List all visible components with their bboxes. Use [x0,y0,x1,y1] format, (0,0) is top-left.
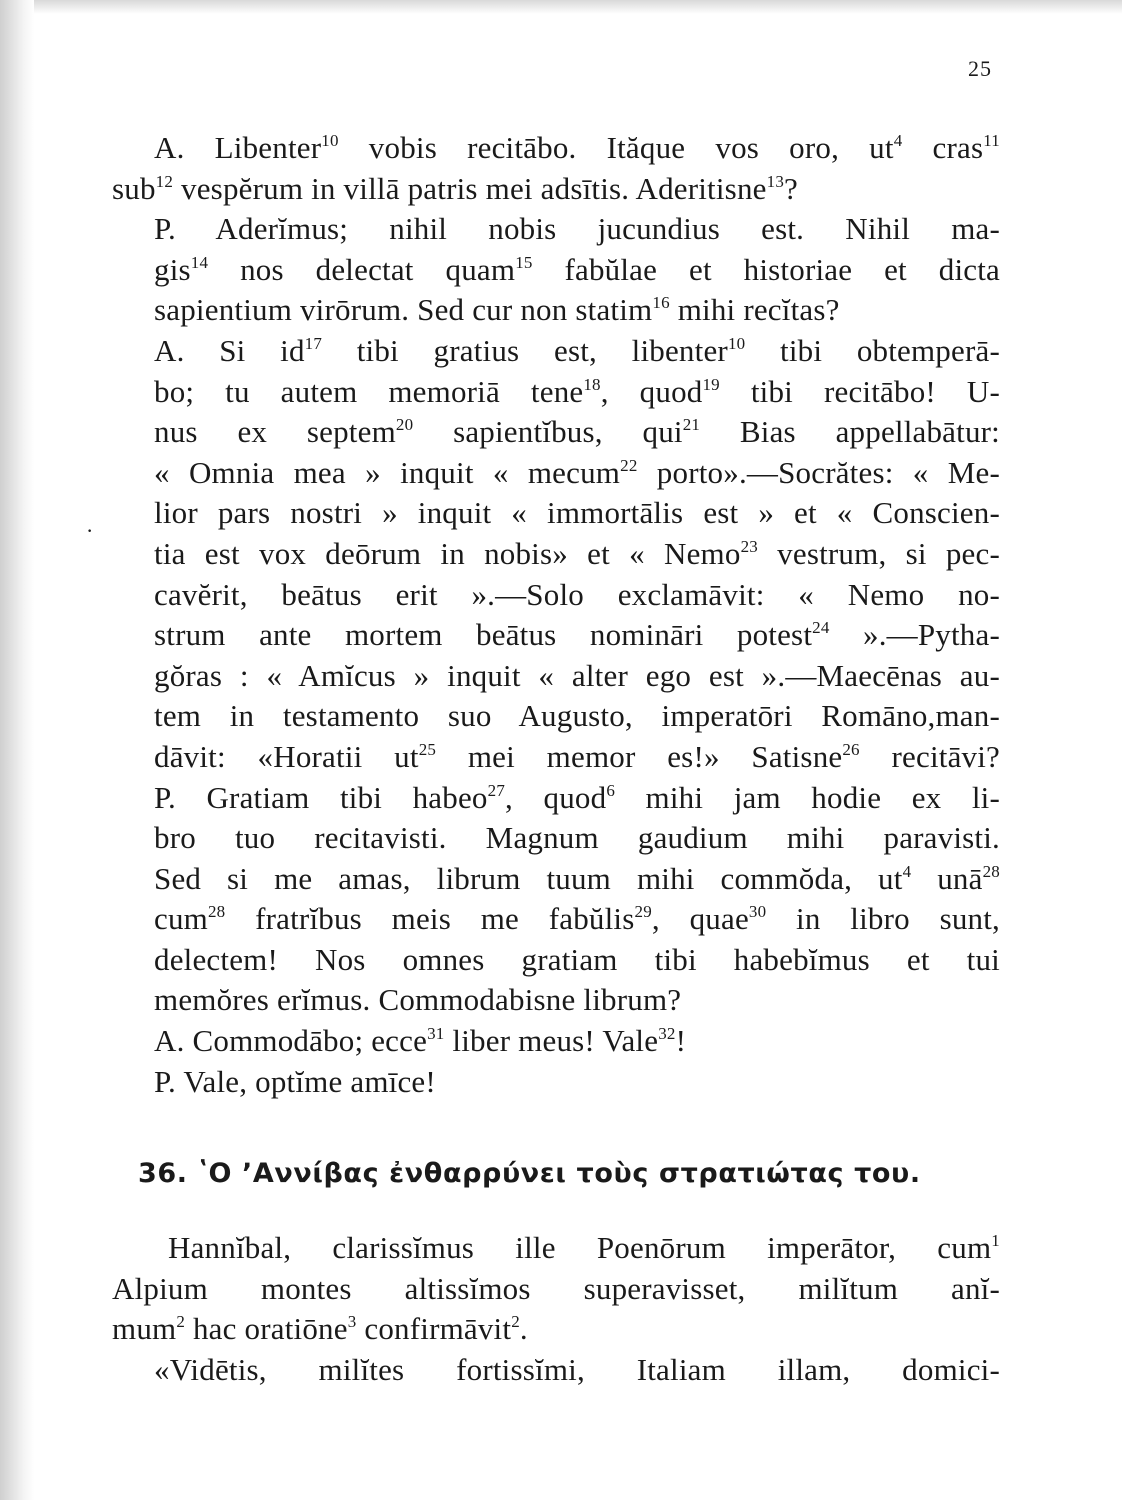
text-line: lior pars nostri » inquit « immortālis est » et « Conscien- [154,495,1000,531]
dialogue-text [112,128,1000,1102]
text-line: P. Gratiam tibi habeo$^{27}$, quod$^6$ mihi jam hodie ex li- [154,779,1001,815]
text-line: A. Si $id^{17}$ tibi gratius est, libenter$^{10}$ tibi obtemperā- [154,332,1000,368]
text-line: dāvit: «Horatii $ut^{25}$ mei memor es!» Satisne$^{26}$ recitāvi? [154,738,1001,774]
text-line: gis$^{14}$ nos delectat quam$^{15}$ fabŭlae et historiae et dicta [154,251,1000,287]
text-line: bro tuo recitavisti. Magnum gaudium mihi paravisti. [154,820,1000,856]
text-line: strum ante mortem beātus nomināri potest$^{24}$ ».—Pytha- [154,617,1000,653]
margin-mark: · [86,518,94,543]
paragraph-p2 [112,778,1000,1022]
text-line: tem in testamento suo Augusto, imperatōri Romāno,man- [154,698,1000,734]
paragraph-a3 [112,1021,1000,1062]
text-line: cum$^{28}$ fratrĭbus meis me fabŭlis$^{29}$, quae$^{30}$ in libro sunt, [154,901,1000,937]
page-number: 25 [968,56,992,81]
paragraph-p1 [112,209,1000,331]
text-line: cavĕrit, beātus erit ».—Solo exclamāvit: « Nemo no- [154,576,1000,612]
text-line: Alpium montes altissĭmos superavisset, milĭtum anĭ- [112,1270,1000,1306]
text-line: P. Vale, optĭme amīce! [154,1063,436,1099]
text-line: «Vidētis, milĭtes fortissĭmi, Italiam illam, domici- [154,1351,1000,1387]
text-line: memŏres erĭmus. Commodabisne librum? [154,982,682,1018]
paragraph-a1 [112,128,1000,209]
section-heading: 36. ʽΟ ʼΑννίβας ἐνθαρρύνει τοὺς στρατιώτας του. [138,1158,921,1189]
top-edge-shadow [34,0,1122,14]
binding-shadow [0,0,34,1500]
text-line: A. Commodābo; ecce$^{31}$ liber meus! Vale$^{32}$! [154,1023,687,1059]
text-line: Hannĭbal, clarissĭmus ille Poenōrum imperātor, cum$^1$ [168,1230,1000,1265]
text-line: Sed si me amas, librum tuum mihi commŏda, $ut^4$ unā$^{28}$ [154,860,1000,896]
paragraph-hannibal [112,1228,1000,1350]
text-line: bo; tu autem memoriā tene$^{18}$, quod$^{19}$ tibi recitābo! U- [154,373,1000,409]
text-line: sapientium virōrum. Sed cur non statim$^{16}$ mihi recĭtas? [154,292,840,328]
text-line: delectem! Nos omnes gratiam tibi habebĭmus et tui [154,941,1000,977]
text-line: nus ex septem$^{20}$ sapientĭbus, qui$^{21}$ Bias appellabātur: [154,414,1000,450]
paragraph-speech [112,1350,1000,1391]
text-line: gŏras : « Amĭcus » inquit « alter ego est ».—Maecēnas au- [154,657,1000,693]
paragraph-p3 [112,1062,1000,1103]
text-line: P. Aderĭmus; nihil nobis jucundius est. Nihil ma- [154,211,1000,247]
text-line: tia est vox deōrum in nobis» et « Nemo$^{23}$ vestrum, si pec- [154,535,1000,571]
paragraph-a2 [112,331,1000,778]
text-line: « Omnia mea » inquit « mecum$^{22}$ porto».—Socrătes: « Me- [154,454,1001,490]
text-line: sub$^{12}$ vespĕrum in villā patris mei adsītis. Aderitisne$^{13}$? [112,170,798,206]
text-line: mum$^2$ hac oratiōne$^3$ confirmāvit$^2$. [112,1311,528,1347]
section-text [112,1228,1000,1390]
text-line: A. Libenter$^{10}$ vobis recitābo. Ităque vos oro, $ut^4$ cras$^{11}$ [154,130,1001,165]
